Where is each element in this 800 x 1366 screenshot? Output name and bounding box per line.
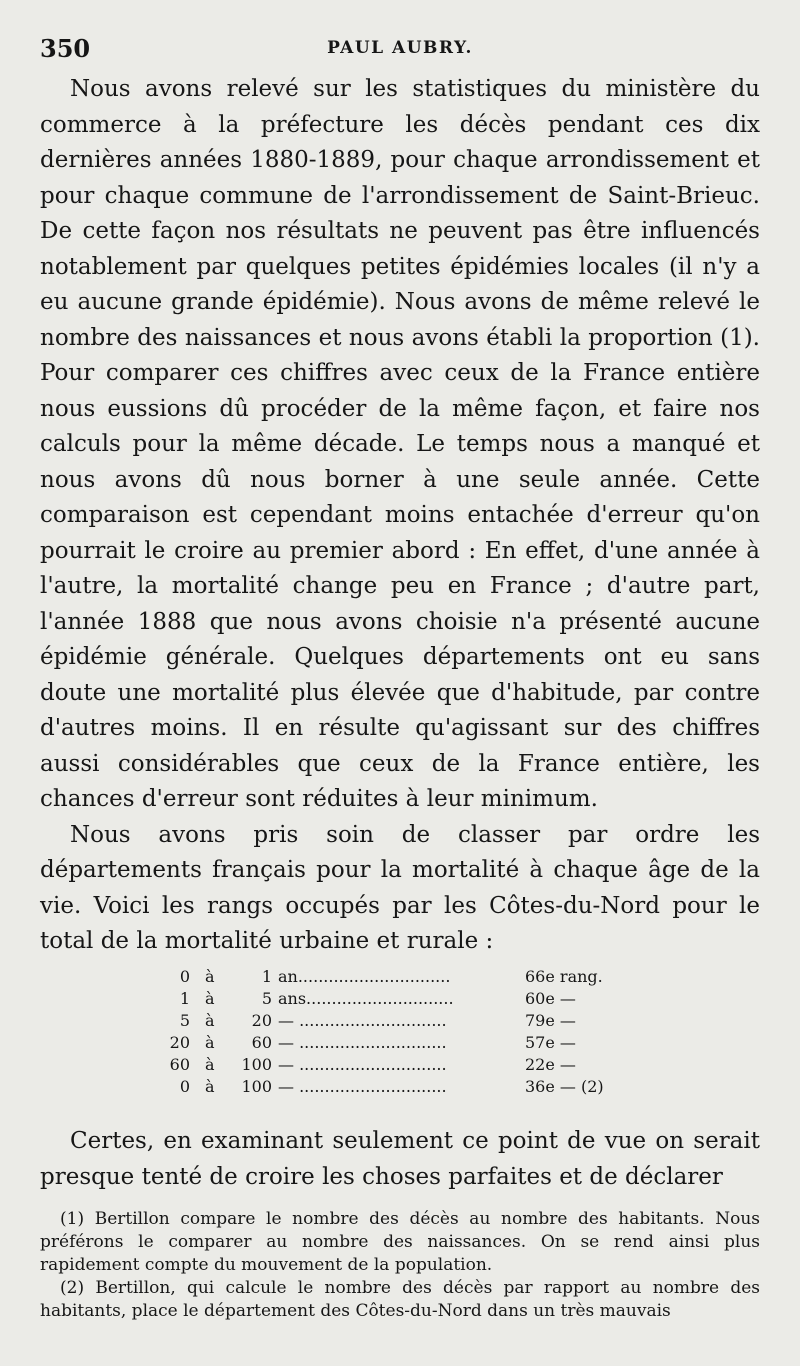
paragraph: Certes, en examinant seulement ce point de vue on serait presque tenté de croire les choses parfaites et de déclarer	[40, 1128, 760, 1190]
age-from: 1	[179, 989, 190, 1008]
age-to: 5	[261, 989, 272, 1008]
table-row	[150, 1032, 670, 1054]
age-from: 0	[179, 1077, 190, 1096]
rank: 36e — (2)	[525, 1077, 604, 1096]
footnote: (2) Bertillon, qui calcule le nombre des décès par rapport au nombre des habitants, place le département des Côtes-du-Nord dans un très mauvais	[40, 1278, 760, 1321]
rank: 57e —	[525, 1033, 576, 1052]
age-to: 60	[251, 1033, 272, 1052]
age-separator: à	[205, 1011, 215, 1030]
age-separator: à	[205, 1055, 215, 1074]
age-unit: an..............................	[278, 967, 451, 986]
age-unit: ans.............................	[278, 989, 454, 1008]
age-to: 20	[251, 1011, 272, 1030]
table-row	[150, 1076, 670, 1098]
page-header	[40, 34, 760, 64]
age-from: 60	[169, 1055, 190, 1074]
age-to: 1	[261, 967, 272, 986]
age-separator: à	[205, 1033, 215, 1052]
paragraph: Nous avons pris soin de classer par ordre les départements français pour la mortalité à chaque âge de la vie. Voici les rangs occupés par les Côtes-du-Nord pour le total de la mortalité urbaine et rurale :	[40, 821, 760, 954]
paragraph: Nous avons relevé sur les statistiques du ministère du commerce à la préfecture les décès pendant ces dix dernières années 1880-1889, pour chaque arrondissement et pour chaque commune de l'arrondissement de Saint-Brieuc. De cette façon nos résultats ne peuvent pas être influencés notablement par quelques petites épidémies locales (il n'y a eu aucune grande épidémie). Nous avons de même relevé le nombre des naissances et nous avons établi la proportion (1). Pour comparer ces chiffres avec ceux de la France entière nous eussions dû procéder de la même façon, et faire nos calculs pour la même décade. Le temps nous a manqué et nous avons dû nous borner à une seule année. Cette comparaison est cependant moins entachée d'erreur qu'on pourrait le croire au premier abord : En effet, d'une année à l'autre, la mortalité change peu en France ; d'autre part, l'année 1888 que nous avons choisie n'a présenté aucune épidémie générale. Quelques départements ont eu sans doute une mortalité plus élevée que d'habitude, par contre d'autres moins. Il en résulte qu'agissant sur des chiffres aussi considérables que ceux de la France entière, les chances d'erreur sont réduites à leur minimum.	[40, 76, 760, 812]
rank: 22e —	[525, 1055, 576, 1074]
age-separator: à	[205, 967, 215, 986]
body-text	[40, 72, 760, 960]
age-unit: — .............................	[278, 1011, 447, 1030]
age-to: 100	[241, 1077, 272, 1096]
age-separator: à	[205, 1077, 215, 1096]
rank: 60e —	[525, 989, 576, 1008]
mortality-rank-table	[150, 966, 670, 1098]
table-row	[150, 1010, 670, 1032]
body-text-continued	[40, 1124, 760, 1195]
age-from: 5	[179, 1011, 190, 1030]
table-row	[150, 966, 670, 988]
running-title: PAUL AUBRY.	[327, 38, 473, 58]
page-number: 350	[40, 34, 91, 63]
age-to: 100	[241, 1055, 272, 1074]
age-unit: — .............................	[278, 1077, 447, 1096]
table-row	[150, 988, 670, 1010]
footnote: (1) Bertillon compare le nombre des décès au nombre des habitants. Nous préférons le comparer au nombre des naissances. On se rend ainsi plus rapidement compte du mouvement de la population.	[40, 1209, 760, 1275]
age-unit: — .............................	[278, 1033, 447, 1052]
age-separator: à	[205, 989, 215, 1008]
footnotes	[40, 1208, 760, 1323]
rank: 79e —	[525, 1011, 576, 1030]
age-from: 0	[179, 967, 190, 986]
age-unit: — .............................	[278, 1055, 447, 1074]
table-row	[150, 1054, 670, 1076]
rank: 66e rang.	[525, 967, 603, 986]
age-from: 20	[169, 1033, 190, 1052]
